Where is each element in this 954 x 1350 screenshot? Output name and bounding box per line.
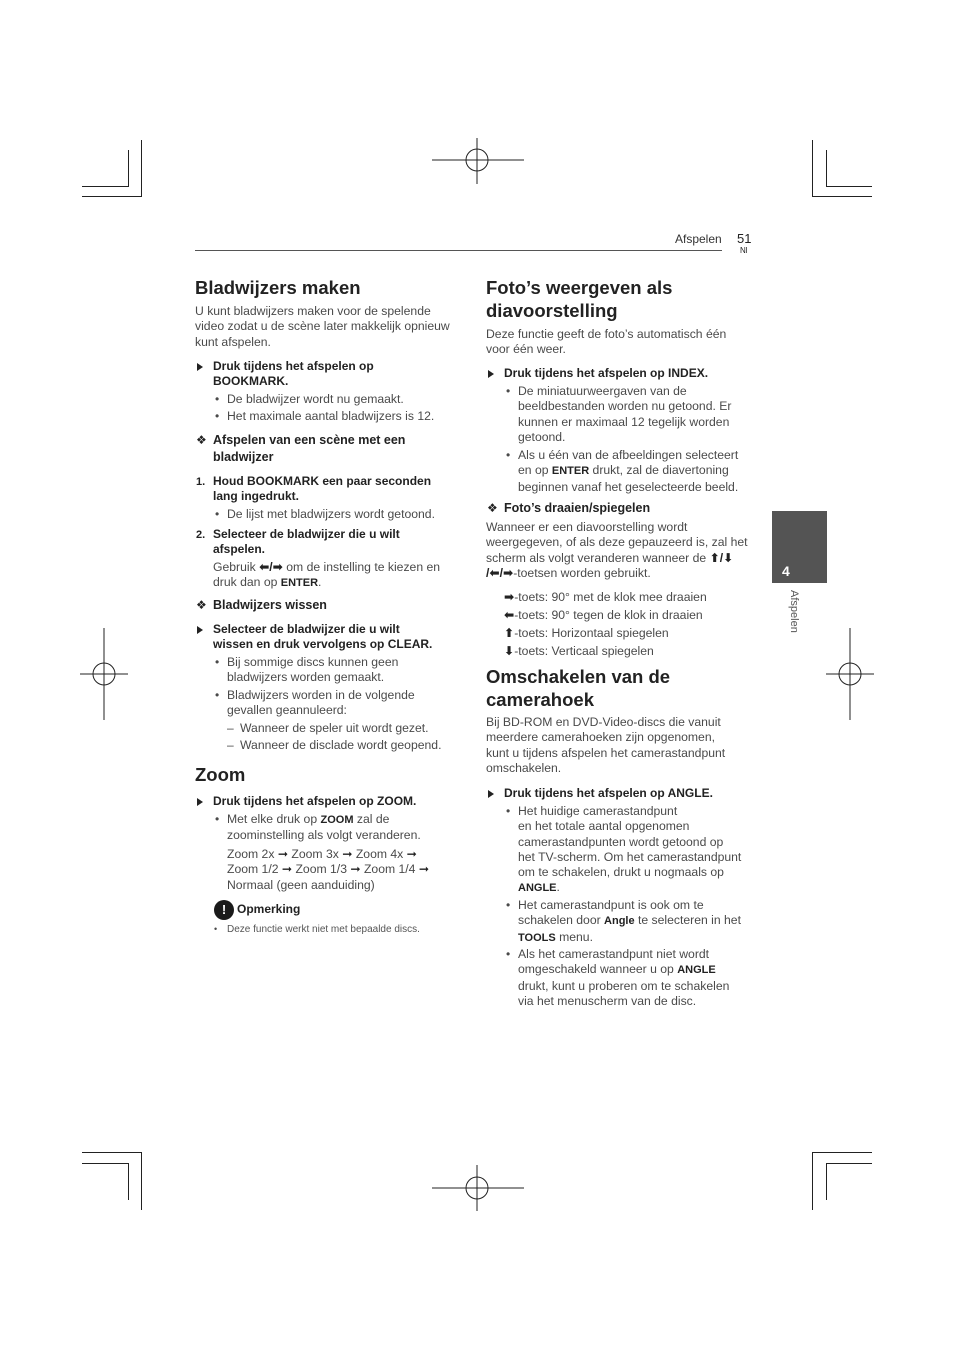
step-bookmark: Druk tijdens het afspelen op BOOKMARK. xyxy=(213,359,374,389)
zoom-bullet: Met elke druk op ZOOM zal de zoominstelling als volgt veranderen. xyxy=(227,812,421,843)
step-number: 1. xyxy=(196,476,206,488)
subheading-foto-draaien: Foto’s draaien/spiegelen xyxy=(504,501,651,515)
key-item: ⬇-toets: Verticaal spiegelen xyxy=(504,644,654,658)
heading-camera: Omschakelen van de camerahoek xyxy=(486,666,671,710)
bullet-text: Als het camerastandpunt niet wordt omgeschakeld wanneer u op ANGLE drukt, kunt u proberen om te schakelen via het menuscherm van de disc. xyxy=(518,947,730,1008)
header-rule xyxy=(195,250,722,251)
bullet: • xyxy=(214,924,218,934)
chapter-tab xyxy=(772,511,827,583)
numbered-step-1: Houd BOOKMARK een paar seconden lang ingedrukt. xyxy=(213,474,432,504)
registration-mark-top xyxy=(432,138,524,184)
bullet-text: Bladwijzers worden in de volgende gevallen geannuleerd: xyxy=(227,688,415,718)
bullet-text: De bladwijzer wordt nu gemaakt. xyxy=(227,392,404,406)
chapter-label: Afspelen xyxy=(788,590,800,633)
page-number: 51 xyxy=(737,231,752,246)
arrow-right-icon: ➞ xyxy=(277,847,289,861)
step-index: Druk tijdens het afspelen op INDEX. xyxy=(504,366,709,380)
up-down-arrows-icon: ⬆/⬇ xyxy=(709,550,734,565)
arrow-right-icon: ➞ xyxy=(350,862,361,877)
warning-icon: ! xyxy=(214,900,234,920)
left-right-arrows-icon: ⬅/➡ xyxy=(259,560,283,574)
foto-intro: Deze functie geeft de foto’s automatisch één voor één weer. xyxy=(486,327,727,357)
registration-mark-bottom xyxy=(432,1165,524,1211)
step-clear: Selecteer de bladwijzer die u wilt wissen en druk vervolgens op CLEAR. xyxy=(213,622,433,652)
section-title: Afspelen xyxy=(675,232,722,246)
step-marker xyxy=(488,370,494,378)
bullet: • xyxy=(506,384,511,398)
arrow-right-icon: ➞ xyxy=(281,862,293,877)
bladwijzers-intro: U kunt bladwijzers maken voor de spelende video zodat u de scène later makkelijk opnieuw kunt afspelen. xyxy=(195,304,450,349)
bullet: • xyxy=(215,655,220,669)
bullet: • xyxy=(506,898,511,912)
bullet: • xyxy=(215,812,220,826)
bullet-text: Het maximale aantal bladwijzers is 12. xyxy=(227,409,435,423)
bullet-text: Het camerastandpunt is ook om te schakelen door Angle te selecteren in het TOOLS menu. xyxy=(518,898,741,944)
registration-mark-right xyxy=(826,628,874,720)
step-number: 2. xyxy=(196,529,206,541)
dash-text: Wanneer de speler uit wordt gezet. xyxy=(240,721,429,735)
step-marker xyxy=(488,790,494,798)
key-item: ⬆-toets: Horizontaal spiegelen xyxy=(504,626,669,640)
bullet-text: De miniatuurweergaven van de beeldbestanden worden nu getoond. Er kunnen er maximaal 12 tegelijk worden getoond. xyxy=(518,384,732,444)
camera-intro: Bij BD-ROM en DVD-Video-discs die vanuit meerdere camerahoeken zijn opgenomen, kunt u tijdens afspelen het camerastandpunt omschakelen. xyxy=(486,715,726,775)
section-marker: ❖ xyxy=(487,501,498,515)
subheading-afspelen-scene: Afspelen van een scène met een bladwijzer xyxy=(213,433,406,464)
arrow-right-icon: ➡ xyxy=(504,590,515,604)
bullet-text: De lijst met bladwijzers wordt getoond. xyxy=(227,507,435,521)
step-angle: Druk tijdens het afspelen op ANGLE. xyxy=(504,786,713,800)
step-marker xyxy=(197,626,203,634)
key-list xyxy=(504,588,707,660)
bullet-text: Als u één van de afbeeldingen selecteert en op ENTER drukt, zal de diavertoning beginnen vanaf het geselecteerde beeld. xyxy=(518,448,739,494)
step-marker xyxy=(197,798,203,806)
step-2-body: Gebruik ⬅/➡ om de instelling te kiezen en druk dan op ENTER. xyxy=(213,560,441,590)
heading-zoom: Zoom xyxy=(195,764,246,785)
dash-text: Wanneer de disclade wordt geopend. xyxy=(240,738,442,752)
bullet: • xyxy=(506,947,511,961)
language-code: Nl xyxy=(740,246,748,255)
arrow-down-icon: ⬇ xyxy=(504,644,515,658)
heading-bladwijzers: Bladwijzers maken xyxy=(195,277,361,298)
note-title: Opmerking xyxy=(237,902,301,916)
bullet: • xyxy=(215,507,220,521)
note-text: Deze functie werkt niet met bepaalde discs. xyxy=(227,924,420,935)
heading-foto: Foto’s weergeven als diavoorstelling xyxy=(486,277,673,321)
foto-draaien-body: Wanneer er een diavoorstelling wordt weergegeven, of als deze gepauzeerd is, zal het scherm als volgt veranderen wanneer de ⬆/⬇ /⬅/➡-toetsen worden gebruikt. xyxy=(486,520,748,580)
section-marker: ❖ xyxy=(196,433,207,447)
step-marker xyxy=(197,363,203,371)
bullet: • xyxy=(506,804,511,818)
bullet: • xyxy=(215,409,220,423)
bullet: • xyxy=(506,448,511,462)
subheading-bladwijzers-wissen: Bladwijzers wissen xyxy=(213,598,327,612)
left-right-arrows-icon: /⬅/➡ xyxy=(486,565,514,580)
arrow-right-icon: ➞ xyxy=(418,862,430,877)
zoom-sequence: Zoom 2x ➞ Zoom 3x ➞ Zoom 4x ➞ Zoom 1/2 ➞ Zoom 1/3 ➞ Zoom 1/4 ➞ Normaal (geen aanduiding) xyxy=(227,847,430,892)
bullet-text: Bij sommige discs kunnen geen bladwijzers worden gemaakt. xyxy=(227,655,399,685)
key-item: ➡-toets: 90° met de klok mee draaien xyxy=(504,590,707,604)
arrow-right-icon: ➞ xyxy=(406,847,417,861)
key-item: ⬅-toets: 90° tegen de klok in draaien xyxy=(504,608,703,622)
arrow-right-icon: ➞ xyxy=(342,847,353,861)
chapter-number: 4 xyxy=(782,563,790,579)
numbered-step-2: Selecteer de bladwijzer die u wilt afspelen. xyxy=(213,527,400,557)
arrow-up-icon: ⬆ xyxy=(504,626,515,640)
bullet: • xyxy=(215,392,220,406)
step-zoom: Druk tijdens het afspelen op ZOOM. xyxy=(213,794,417,808)
registration-mark-left xyxy=(80,628,128,720)
bullet-text: Het huidige camerastandpunt en het totale aantal opgenomen camerastandpunten wordt getoond op het TV-scherm. Om het camerastandpunt om te schakelen, drukt u nogmaals op ANGLE. xyxy=(518,804,742,895)
section-marker: ❖ xyxy=(196,598,207,612)
dash: – xyxy=(227,721,234,735)
arrow-left-icon: ⬅ xyxy=(504,608,515,622)
dash: – xyxy=(227,738,234,752)
bullet: • xyxy=(215,688,220,702)
